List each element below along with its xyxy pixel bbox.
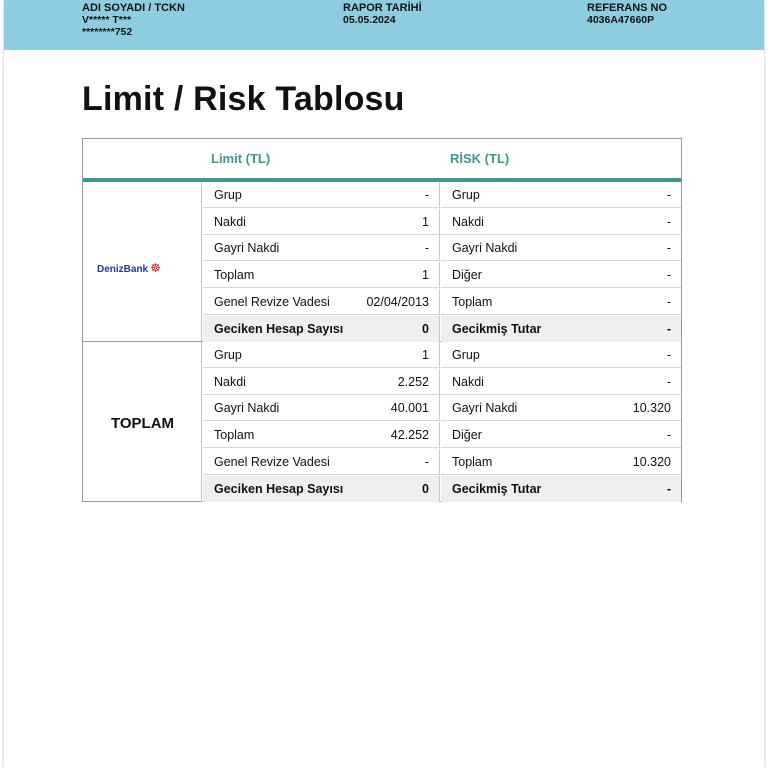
name-value: V***** T*** [82, 14, 132, 26]
limit-row-label: Grup [214, 348, 242, 362]
risk-row [441, 289, 681, 315]
risk-column-header: RİSK (TL) [450, 151, 510, 166]
bank-section [83, 182, 681, 342]
risk-row [441, 182, 681, 208]
risk-row [441, 342, 681, 368]
risk-row-label: Toplam [452, 455, 493, 469]
risk-row-label: Diğer [452, 268, 482, 282]
limit-column-header: Limit (TL) [211, 151, 271, 166]
limit-row [203, 476, 440, 502]
name-block [82, 2, 185, 38]
reference-value: 4036A47660P [587, 14, 655, 26]
risk-row-label: Nakdi [452, 215, 484, 229]
risk-row-label: Grup [452, 348, 480, 362]
limit-row [203, 209, 440, 235]
risk-row [441, 422, 681, 448]
risk-row-value: - [666, 215, 671, 229]
limit-row-value: - [424, 241, 429, 255]
risk-row [441, 235, 681, 261]
limit-row-label: Nakdi [214, 375, 246, 389]
risk-row-value: - [666, 268, 671, 282]
risk-row [441, 369, 681, 395]
risk-row-value: - [666, 482, 671, 496]
limit-row-label: Gayri Nakdi [214, 401, 280, 415]
limit-row [203, 369, 440, 395]
risk-row [441, 262, 681, 288]
reference-block [587, 2, 667, 26]
limit-row-label: Toplam [214, 428, 255, 442]
risk-row-value: - [666, 188, 671, 202]
reference-label: REFERANS NO [587, 2, 668, 14]
risk-row-label: Toplam [452, 295, 493, 309]
report-header [4, 0, 764, 50]
risk-row [441, 476, 681, 502]
name-label: ADI SOYADI / TCKN [82, 2, 185, 14]
table-header [83, 139, 681, 179]
limit-row-label: Gayri Nakdi [214, 241, 280, 255]
limit-row [203, 262, 440, 288]
limit-row [203, 342, 440, 368]
limit-row-label: Genel Revize Vadesi [214, 455, 330, 469]
risk-row-label: Grup [452, 188, 480, 202]
limit-row [203, 422, 440, 448]
limit-row-value: 2.252 [397, 375, 429, 389]
limit-row-value: - [424, 188, 429, 202]
limit-risk-table [82, 138, 682, 502]
limit-row [203, 449, 440, 475]
limit-row-label: Genel Revize Vadesi [214, 295, 330, 309]
tckn-value: ********752 [82, 26, 133, 38]
page-title: Limit / Risk Tablosu [82, 80, 405, 118]
limit-row [203, 395, 440, 421]
risk-row-value: 10.320 [632, 455, 671, 469]
limit-row [203, 182, 440, 208]
limit-row-value: - [424, 455, 429, 469]
limit-row-label: Geciken Hesap Sayısı [214, 482, 344, 496]
limit-row-label: Toplam [214, 268, 255, 282]
total-label: TOPLAM [110, 415, 175, 432]
risk-row [441, 316, 681, 342]
risk-row-value: - [666, 428, 671, 442]
ship-wheel-icon: ☸ [150, 261, 161, 275]
total-section [83, 342, 681, 502]
limit-row-value: 0 [422, 322, 429, 336]
limit-row-value: 1 [422, 268, 429, 282]
risk-row-label: Nakdi [452, 375, 484, 389]
risk-row-label: Gayri Nakdi [452, 401, 518, 415]
date-block [343, 2, 422, 26]
risk-row-value: - [666, 322, 671, 336]
risk-row-value: - [666, 348, 671, 362]
date-value: 05.05.2024 [343, 14, 396, 26]
limit-row-label: Geciken Hesap Sayısı [214, 322, 344, 336]
date-label: RAPOR TARİHİ [343, 2, 422, 14]
total-cell [83, 342, 202, 502]
limit-row-value: 42.252 [390, 428, 429, 442]
limit-row-label: Nakdi [214, 215, 246, 229]
risk-row-label: Gayri Nakdi [452, 241, 518, 255]
bank-name: DenizBank [97, 264, 149, 275]
risk-row [441, 395, 681, 421]
risk-row-value: - [666, 295, 671, 309]
risk-row [441, 209, 681, 235]
limit-row-value: 1 [422, 215, 429, 229]
limit-row-value: 0 [422, 482, 429, 496]
limit-row [203, 316, 440, 342]
limit-row [203, 235, 440, 261]
limit-row-value: 1 [422, 348, 429, 362]
limit-row-label: Grup [214, 188, 242, 202]
denizbank-logo [97, 261, 161, 275]
limit-row [203, 289, 440, 315]
risk-row-label: Gecikmiş Tutar [452, 322, 542, 336]
limit-row-value: 02/04/2013 [366, 295, 429, 309]
limit-row-value: 40.001 [390, 401, 429, 415]
risk-row-value: 10.320 [632, 401, 671, 415]
risk-row-value: - [666, 375, 671, 389]
risk-row-label: Diğer [452, 428, 482, 442]
bank-cell [83, 182, 202, 341]
risk-row [441, 449, 681, 475]
risk-row-value: - [666, 241, 671, 255]
risk-row-label: Gecikmiş Tutar [452, 482, 542, 496]
